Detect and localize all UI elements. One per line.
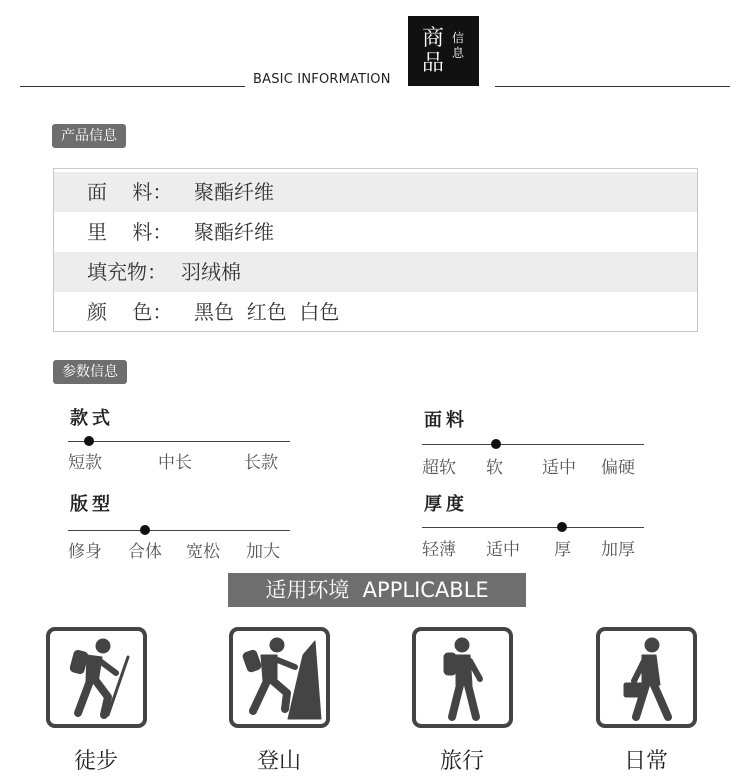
scale-line	[422, 444, 644, 445]
info-row	[54, 172, 697, 212]
scale-option: 轻薄	[422, 540, 456, 560]
params-tag: 参数信息	[53, 360, 127, 384]
info-row	[54, 212, 697, 252]
info-row	[54, 252, 697, 292]
scale-option: 适中	[542, 458, 576, 478]
scale-option: 加厚	[601, 540, 635, 560]
header-cn-small-1: 信	[452, 31, 465, 45]
scale-line	[68, 441, 290, 442]
scale-marker	[84, 436, 94, 446]
info-value: 聚酯纤维	[194, 220, 274, 244]
header-line-left	[20, 86, 245, 87]
scale-marker	[491, 439, 501, 449]
info-label: 里 料：	[87, 220, 173, 244]
applicable-label-daily: 日常	[623, 749, 668, 774]
product-info-tag: 产品信息	[52, 124, 126, 148]
header-line-right	[495, 86, 730, 87]
scale-option: 超软	[422, 458, 456, 478]
product-info-table	[53, 168, 698, 332]
scale-option: 适中	[486, 540, 520, 560]
applicable-banner: 适用环境 APPLICABLE	[228, 573, 526, 607]
info-value: 黑色 红色 白色	[194, 300, 340, 324]
param-title-fit: 版型	[70, 494, 114, 515]
scale-option: 厚	[554, 540, 571, 560]
applicable-label-climbing: 登山	[256, 749, 301, 774]
header-cn-box	[408, 16, 479, 86]
param-title-fabric: 面料	[424, 410, 468, 431]
applicable-label-hiking: 徒步	[73, 749, 118, 774]
scale-option: 短款	[68, 453, 102, 473]
scale-line	[68, 530, 290, 531]
scale-option: 修身	[68, 542, 102, 562]
info-value: 羽绒棉	[181, 260, 241, 284]
info-label: 面 料：	[87, 180, 173, 204]
scale-option: 软	[486, 458, 503, 478]
daily-icon	[596, 627, 697, 728]
header-en-title: BASIC INFORMATION	[253, 72, 391, 87]
scale-line	[422, 527, 644, 528]
info-label: 颜 色：	[87, 300, 173, 324]
header-cn-big-1: 商	[422, 26, 445, 51]
header-cn-small-2: 息	[452, 46, 465, 60]
param-title-thickness: 厚度	[424, 494, 468, 515]
info-value: 聚酯纤维	[194, 180, 274, 204]
travel-icon	[412, 627, 513, 728]
scale-option: 合体	[128, 542, 162, 562]
scale-option: 宽松	[186, 542, 220, 562]
hiking-icon	[46, 627, 147, 728]
scale-option: 长款	[244, 453, 278, 473]
info-label: 填充物：	[87, 260, 167, 284]
scale-marker	[557, 522, 567, 532]
param-title-style: 款式	[70, 408, 114, 429]
applicable-label-travel: 旅行	[439, 749, 484, 774]
scale-option: 中长	[158, 453, 192, 473]
scale-marker	[140, 525, 150, 535]
scale-option: 加大	[246, 542, 280, 562]
climbing-icon	[229, 627, 330, 728]
scale-option: 偏硬	[601, 458, 635, 478]
info-row	[54, 292, 697, 332]
header-cn-big-2: 品	[422, 51, 445, 76]
